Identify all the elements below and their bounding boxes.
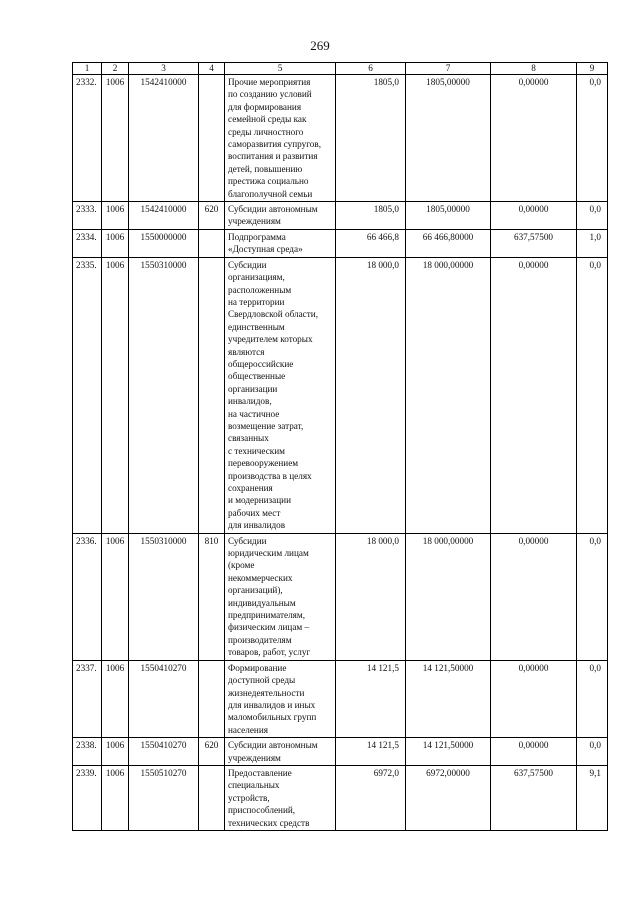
- executed-amount: 18 000,00000: [406, 257, 491, 533]
- section-code: 1006: [102, 533, 129, 660]
- target-article-code: 1542410000: [129, 202, 199, 230]
- section-code: 1006: [102, 738, 129, 766]
- percent-value: 1,0: [577, 229, 608, 257]
- row-number: 2337.: [73, 660, 102, 737]
- executed-amount: 66 466,80000: [406, 229, 491, 257]
- table-row: [73, 229, 608, 257]
- executed-amount: 1805,00000: [406, 75, 491, 202]
- target-article-code: 1542410000: [129, 75, 199, 202]
- row-number: 2333.: [73, 202, 102, 230]
- row-number: 2335.: [73, 257, 102, 533]
- row-number: 2339.: [73, 765, 102, 830]
- expense-type-code: 620: [199, 738, 225, 766]
- percent-value: 0,0: [577, 257, 608, 533]
- planned-amount: 1805,0: [336, 202, 406, 230]
- column-header-6: 6: [336, 63, 406, 75]
- difference-amount: 0,00000: [491, 738, 577, 766]
- item-name: Субсидии юридическим лицам (кроме некоммерческих организаций), индивидуальным предпринимателям, физическим лицам – производителям товаров, работ, услуг: [225, 533, 336, 660]
- section-code: 1006: [102, 75, 129, 202]
- column-header-3: 3: [129, 63, 199, 75]
- item-name: Прочие мероприятия по созданию условий для формирования семейной среды как среды личностного саморазвития супругов, воспитания и развития детей, повышению престижа социально благополучной семьи: [225, 75, 336, 202]
- executed-amount: 14 121,50000: [406, 660, 491, 737]
- target-article-code: 1550310000: [129, 257, 199, 533]
- executed-amount: 14 121,50000: [406, 738, 491, 766]
- table-row: [73, 738, 608, 766]
- expense-type-code: [199, 229, 225, 257]
- expense-type-code: 620: [199, 202, 225, 230]
- difference-amount: 0,00000: [491, 257, 577, 533]
- table-row: [73, 660, 608, 737]
- difference-amount: 0,00000: [491, 533, 577, 660]
- item-name: Формирование доступной среды жизнедеятельности для инвалидов и иных маломобильных групп населения: [225, 660, 336, 737]
- column-header-8: 8: [491, 63, 577, 75]
- budget-table: [72, 62, 608, 831]
- table-row: [73, 257, 608, 533]
- section-code: 1006: [102, 765, 129, 830]
- item-name: Субсидии автономным учреждениям: [225, 738, 336, 766]
- percent-value: 0,0: [577, 660, 608, 737]
- column-header-2: 2: [102, 63, 129, 75]
- expense-type-code: [199, 765, 225, 830]
- expense-type-code: [199, 75, 225, 202]
- percent-value: 0,0: [577, 533, 608, 660]
- section-code: 1006: [102, 229, 129, 257]
- target-article-code: 1550510270: [129, 765, 199, 830]
- table-row: [73, 765, 608, 830]
- expense-type-code: 810: [199, 533, 225, 660]
- expense-type-code: [199, 660, 225, 737]
- planned-amount: 18 000,0: [336, 533, 406, 660]
- column-header-1: 1: [73, 63, 102, 75]
- table-body: [73, 75, 608, 831]
- percent-value: 9,1: [577, 765, 608, 830]
- item-name: Субсидии автономным учреждениям: [225, 202, 336, 230]
- header-row: [73, 63, 608, 75]
- target-article-code: 1550000000: [129, 229, 199, 257]
- column-header-5: 5: [225, 63, 336, 75]
- row-number: 2332.: [73, 75, 102, 202]
- difference-amount: 0,00000: [491, 660, 577, 737]
- row-number: 2334.: [73, 229, 102, 257]
- planned-amount: 66 466,8: [336, 229, 406, 257]
- page-number: 269: [310, 38, 330, 53]
- column-header-4: 4: [199, 63, 225, 75]
- percent-value: 0,0: [577, 202, 608, 230]
- percent-value: 0,0: [577, 738, 608, 766]
- row-number: 2338.: [73, 738, 102, 766]
- target-article-code: 1550410270: [129, 660, 199, 737]
- executed-amount: 18 000,00000: [406, 533, 491, 660]
- difference-amount: 637,57500: [491, 765, 577, 830]
- target-article-code: 1550310000: [129, 533, 199, 660]
- planned-amount: 1805,0: [336, 75, 406, 202]
- item-name: Субсидии организациям, расположенным на территории Свердловской области, единственным учредителем которых являются общероссийские общественные организации инвалидов, на частичное возмещение затрат, связанных с техническим перевооружением производства в целях сохранения и модернизации рабочих мест для инвалидов: [225, 257, 336, 533]
- section-code: 1006: [102, 257, 129, 533]
- item-name: Подпрограмма «Доступная среда»: [225, 229, 336, 257]
- planned-amount: 14 121,5: [336, 738, 406, 766]
- table-row: [73, 202, 608, 230]
- difference-amount: 637,57500: [491, 229, 577, 257]
- percent-value: 0,0: [577, 75, 608, 202]
- planned-amount: 18 000,0: [336, 257, 406, 533]
- item-name: Предоставление специальных устройств, приспособлений, технических средств: [225, 765, 336, 830]
- difference-amount: 0,00000: [491, 75, 577, 202]
- column-header-7: 7: [406, 63, 491, 75]
- planned-amount: 14 121,5: [336, 660, 406, 737]
- difference-amount: 0,00000: [491, 202, 577, 230]
- executed-amount: 6972,00000: [406, 765, 491, 830]
- executed-amount: 1805,00000: [406, 202, 491, 230]
- column-header-9: 9: [577, 63, 608, 75]
- table-row: [73, 75, 608, 202]
- section-code: 1006: [102, 660, 129, 737]
- target-article-code: 1550410270: [129, 738, 199, 766]
- planned-amount: 6972,0: [336, 765, 406, 830]
- section-code: 1006: [102, 202, 129, 230]
- expense-type-code: [199, 257, 225, 533]
- table-row: [73, 533, 608, 660]
- row-number: 2336.: [73, 533, 102, 660]
